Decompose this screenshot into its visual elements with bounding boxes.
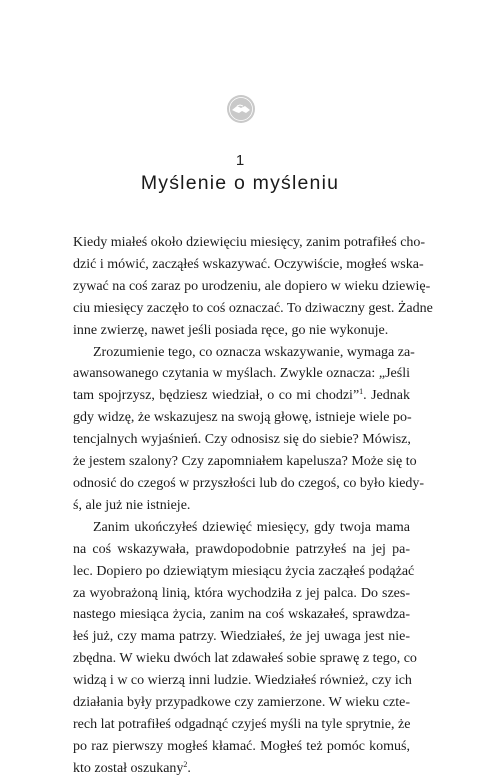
text-line: Zrozumienie tego, co oznacza wskazywanie, wymaga za- <box>93 344 415 360</box>
text-line: ciu miesięcy zaczęło to coś oznaczać. To dziwaczny gest. Żadne <box>73 300 433 316</box>
text-line: zbędna. W wieku dwóch lat zdawałeś sobie sprawę z tego, co <box>73 651 417 667</box>
text-line: łeś już, czy mama patrzy. Wiedziałeś, że jej uwaga jest nie- <box>73 629 410 645</box>
footnote-marker: 1 <box>359 387 364 397</box>
text-line: widzą i w co wierzą inni ludzie. Wiedziałeś również, czy ich <box>73 673 412 689</box>
text-line: tencjalnych wyjaśnień. Czy odnosisz się do siebie? Mówisz, <box>73 432 411 448</box>
text-line: Zanim ukończyłeś dziewięć miesięcy, gdy twoja mama <box>93 519 410 535</box>
chapter-number: 1 <box>235 152 245 169</box>
text-line: Kiedy miałeś około dziewięciu miesięcy, zanim potrafiłeś cho- <box>73 235 426 250</box>
text-line: lec. Dopiero po dziewiątym miesiącu życia zacząłeś podążać <box>73 563 415 579</box>
footnote-marker: 2 <box>183 759 188 769</box>
text-line: nastego miesiąca życia, zanim na coś wskazałeś, sprawdza- <box>73 607 410 623</box>
text-line: działania były przypadkowe czy zamierzone. W wieku czte- <box>73 695 410 711</box>
text-fragment: kto został oszukany <box>73 760 184 776</box>
text-line: że jestem szalony? Czy zapomniałem kapelusza? Może się to <box>73 454 417 470</box>
text-fragment: . Jednak <box>363 388 410 404</box>
text-line: odnosić do czegoś w przyszłości lub do czegoś, co było kiedy- <box>73 475 425 491</box>
handshake-icon <box>226 94 256 124</box>
text-line: inne zwierzę, nawet jeśli posiada ręce, go nie wykonuje. <box>73 322 389 338</box>
text-fragment: tam spojrzysz, będziesz wiedział, o co mi chodzi” <box>73 388 360 404</box>
chapter-title: Myślenie o myśleniu <box>140 172 340 194</box>
body-text <box>73 232 433 780</box>
text-line: awansowanego czytania w myślach. Zwykle oznacza: „Jeśli <box>73 366 410 382</box>
text-line: rech lat potrafiłeś odgadnąć czyjeś myśli na tyle sprytnie, że <box>73 716 411 732</box>
text-line: zywać na coś zaraz po urodzeniu, ale dopiero w wieku dziewię- <box>73 278 431 294</box>
text-line: dzić i mówić, zacząłeś wskazywać. Oczywiście, mogłeś wska- <box>73 256 424 272</box>
text-line: gdy widzę, że wskazujesz na swoją głowę, istnieje wiele po- <box>73 410 412 426</box>
text-line: na coś wskazywała, prawdopodobnie patrzyłeś na jej pa- <box>73 541 410 557</box>
text-line: po raz pierwszy mogłeś kłamać. Mogłeś też pomóc komuś, <box>73 738 410 754</box>
text-fragment: . <box>187 760 191 776</box>
text-line <box>73 758 410 780</box>
text-line: ś, ale już nie istnieje. <box>73 497 191 513</box>
text-line <box>73 385 410 407</box>
text-line: za wyobrażoną linią, która wychodziła z jej palca. Do szes- <box>73 585 410 601</box>
